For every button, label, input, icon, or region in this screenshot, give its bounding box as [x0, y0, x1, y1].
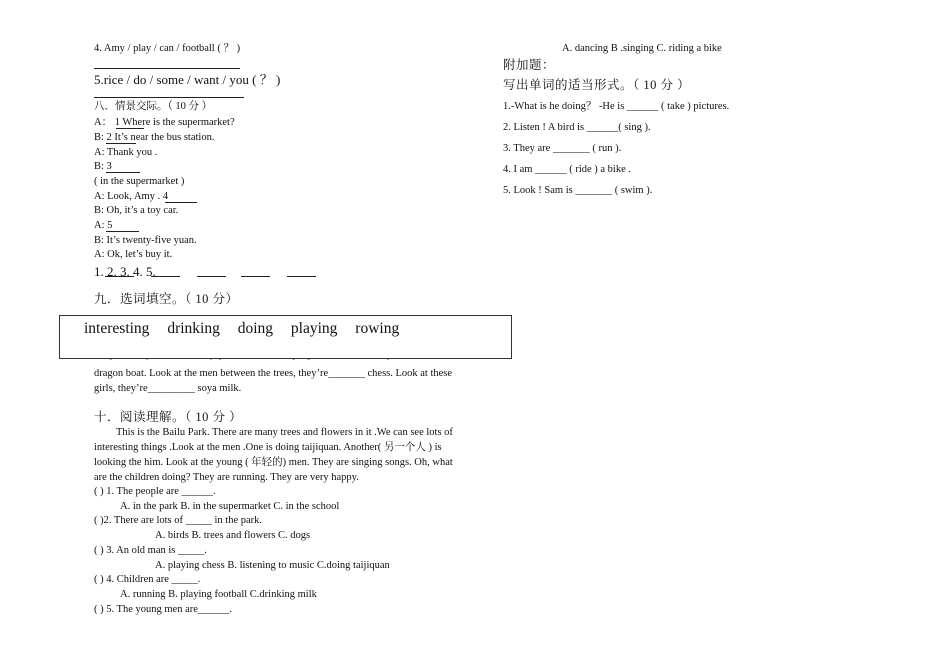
- cloze-line: dragon boat. Look at the men between the trees, they’re_______ chess. Look at these: [94, 368, 453, 379]
- reading-options: A. playing chess B. listening to music C.doing taijiquan: [155, 560, 390, 571]
- dialog-line: A: Ok, let’s buy it.: [94, 249, 173, 260]
- answer-line-4: [94, 68, 240, 69]
- dialog-line: B: Oh, it’s a toy car.: [94, 205, 179, 216]
- word-bank-box: [59, 315, 512, 359]
- word-bank: [84, 320, 413, 338]
- dialog-line: B: It’s twenty-five yuan.: [94, 235, 197, 246]
- answer-line-5: [94, 97, 244, 98]
- section-8-title: 八．情景交际。（ 10 分 ）: [94, 101, 213, 112]
- bonus-item: 2. Listen ! A bird is ______( sing ).: [503, 122, 651, 133]
- answer-blank: [105, 276, 134, 277]
- blank-underline: [106, 143, 136, 144]
- reading-question: ( )2. There are lots of _____ in the park.: [94, 515, 263, 526]
- bonus-item: 4. I am ______ ( ride ) a bike .: [503, 164, 632, 175]
- reading-options: A. running B. playing football C.drinking milk: [120, 589, 317, 600]
- answer-blank: [197, 276, 226, 277]
- section-9-title: 九．选词填空。（ 10 分）: [94, 292, 239, 306]
- word-bank-item: rowing: [355, 320, 400, 337]
- question-4: 4. Amy / play / can / football ( ？ ): [94, 43, 241, 54]
- blank-underline: [106, 231, 139, 232]
- bonus-item: 1.-What is he doing？ -He is ______ ( take ) pictures.: [503, 101, 730, 112]
- word-bank-item: playing: [290, 320, 338, 337]
- word-bank-item: doing: [237, 320, 274, 337]
- passage-line: looking the him. Look at the young ( 年轻的) men. They are singing songs. Oh, what: [94, 457, 453, 468]
- reading-question: ( ) 3. An old man is _____.: [94, 545, 207, 556]
- answer-line: 1. 2. 3. 4. 5.: [94, 264, 156, 279]
- dialog-line: B: 2 It’s near the bus station.: [94, 132, 215, 143]
- passage-line: interesting things .Look at the men .One is doing taijiquan. Another( 另一个人 ) is: [94, 442, 442, 453]
- section-10-title: 十．阅读理解。（ 10 分 ）: [94, 410, 243, 424]
- answer-blank: [241, 276, 270, 277]
- dialog-line: A: 5: [94, 220, 113, 231]
- passage-line: are the children doing? They are running. They are very happy.: [94, 472, 359, 483]
- dialog-line: B: 3: [94, 161, 112, 172]
- options-line: A. dancing B .singing C. riding a bike: [562, 43, 722, 54]
- dialog-line: ( in the supermarket ): [94, 176, 185, 187]
- word-bank-item: drinking: [167, 320, 220, 337]
- bonus-item: 5. Look ! Sam is _______ ( swim ).: [503, 185, 653, 196]
- reading-question: ( ) 4. Children are _____.: [94, 574, 201, 585]
- word-bank-item: interesting: [84, 320, 150, 337]
- reading-options: A. in the park B. in the supermarket C. in the school: [120, 501, 340, 512]
- dialog-line: A: Look, Amy . 4: [94, 191, 169, 202]
- blank-underline: [106, 172, 140, 173]
- bonus-title: 附加题：: [503, 58, 556, 72]
- question-5: 5.rice / do / some / want / you ( ？ ): [94, 72, 281, 87]
- blank-underline: [165, 202, 197, 203]
- bonus-item: 3. They are _______ ( run ).: [503, 143, 622, 154]
- answer-blank: [287, 276, 316, 277]
- cloze-line: girls, they’re_________ soya milk.: [94, 383, 242, 394]
- bonus-instruction: 写出单词的适当形式。（ 10 分 ）: [503, 78, 691, 92]
- answer-blank: [151, 276, 180, 277]
- dialog-line: A: Thank you .: [94, 147, 158, 158]
- reading-options: A. birds B. trees and flowers C. dogs: [155, 530, 311, 541]
- blank-underline: [116, 128, 144, 129]
- reading-question: ( ) 5. The young men are______.: [94, 604, 233, 615]
- dialog-line: A： 1 Where is the supermarket?: [94, 117, 235, 128]
- passage-line: This is the Bailu Park. There are many trees and flowers in it .We can see lots of: [116, 427, 453, 438]
- reading-question: ( ) 1. The people are ______.: [94, 486, 216, 497]
